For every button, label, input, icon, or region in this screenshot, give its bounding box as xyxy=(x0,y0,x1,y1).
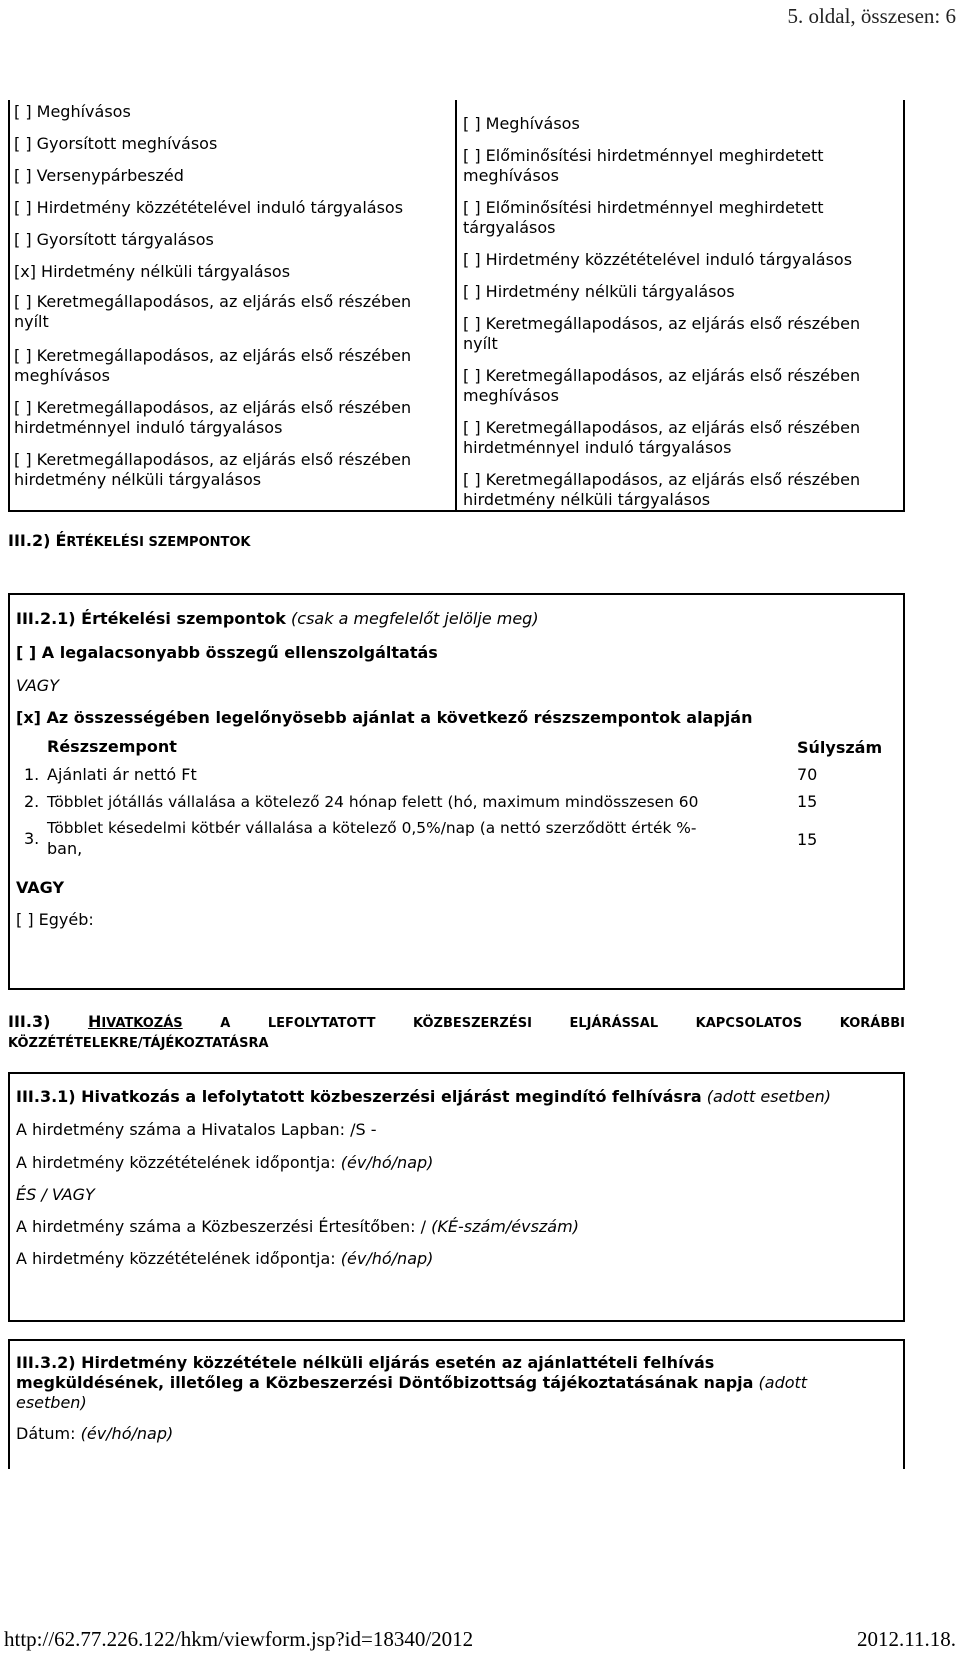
oj-notice-number: A hirdetmény száma a Hivatalos Lapban: /S - xyxy=(16,1120,377,1139)
footer-url[interactable]: http://62.77.226.122/hkm/viewform.jsp?id=18340/2012 xyxy=(4,1627,474,1651)
criterion-text-continued: ban, xyxy=(47,839,83,858)
procedure-option: hirdetménnyel induló tárgyalásos xyxy=(463,438,732,457)
procedure-option: [ ] Előminősítési hirdetménnyel meghirdetett xyxy=(463,198,824,217)
procedure-option: tárgyalásos xyxy=(463,218,556,237)
procedure-option: [ ] Keretmegállapodásos, az eljárás első részében xyxy=(463,314,861,333)
prior-notice-box xyxy=(8,1072,905,1322)
other-option: [ ] Egyéb: xyxy=(16,910,94,929)
invitation-date-heading-line-2: megküldésének, illetőleg a Közbeszerzési Döntőbizottság tájékoztatásának napja (adott xyxy=(16,1373,808,1392)
heading-line-2: KÖZZÉTÉTELEKRE/TÁJÉKOZTATÁSRA xyxy=(8,1036,269,1051)
prior-notice-heading: III.3.1) Hivatkozás a lefolytatott közbeszerzési eljárást megindító felhívásra (adott esetben) xyxy=(16,1087,832,1106)
procedure-option: [ ] Keretmegállapodásos, az eljárás első részében xyxy=(14,346,412,365)
procedure-option: meghívásos xyxy=(14,366,110,385)
heading-word: KORÁBBI xyxy=(839,1016,905,1031)
section-iii2-heading: III.2) ÉRTÉKELÉSI SZEMPONTOK xyxy=(8,531,251,550)
procedure-option: [ ] Keretmegállapodásos, az eljárás első részében xyxy=(14,292,412,311)
heading-word: A xyxy=(220,1016,231,1031)
option-lowest-price: [ ] A legalacsonyabb összegű ellenszolgáltatás xyxy=(16,643,438,662)
procedure-option: nyílt xyxy=(463,334,498,353)
heading-number: III.3) xyxy=(8,1012,51,1031)
criterion-column-header: Részszempont xyxy=(47,737,177,756)
heading-word: HIVATKOZÁS xyxy=(87,1012,183,1031)
and-or-label: ÉS / VAGY xyxy=(16,1185,95,1204)
heading-word: KÖZBESZERZÉSI xyxy=(413,1016,532,1031)
criterion-weight: 15 xyxy=(797,830,818,849)
procedure-option: [ ] Gyorsított meghívásos xyxy=(14,134,218,153)
procedure-option: [ ] Keretmegállapodásos, az eljárás első részében xyxy=(14,450,412,469)
invitation-date-heading-line-3: esetben) xyxy=(16,1393,87,1412)
or-label: VAGY xyxy=(16,878,65,897)
heading-word: LEFOLYTATOTT xyxy=(267,1016,376,1031)
procedure-option: [ ] Hirdetmény közzétételével induló tárgyalásos xyxy=(463,250,853,269)
procedure-option: [ ] Keretmegállapodásos, az eljárás első részében xyxy=(14,398,412,417)
oj-publication-date: A hirdetmény közzétételének időpontja: (év/hó/nap) xyxy=(16,1153,434,1172)
procedure-option: [ ] Meghívásos xyxy=(14,102,131,121)
invitation-date-heading: III.3.2) Hirdetmény közzététele nélküli eljárás esetén az ajánlattételi felhívás xyxy=(16,1353,715,1372)
procedure-option: [ ] Hirdetmény közzétételével induló tárgyalásos xyxy=(14,198,404,217)
ke-notice-number: A hirdetmény száma a Közbeszerzési Értesítőben: / (KÉ-szám/évszám) xyxy=(16,1217,579,1236)
procedure-option: hirdetmény nélküli tárgyalásos xyxy=(14,470,262,489)
criterion-text: Többlet jótállás vállalása a kötelező 24 hónap felett (hó, maximum mindösszesen 60 xyxy=(47,793,699,811)
heading-word: KAPCSOLATOS xyxy=(695,1016,803,1031)
criterion-number: 2. xyxy=(24,792,40,811)
or-label: VAGY xyxy=(16,676,59,695)
procedure-option: meghívásos xyxy=(463,166,559,185)
evaluation-subheading: III.2.1) Értékelési szempontok (csak a megfelelőt jelölje meg) xyxy=(16,609,539,628)
procedure-option: [ ] Hirdetmény nélküli tárgyalásos xyxy=(463,282,735,301)
criterion-text: Ajánlati ár nettó Ft xyxy=(47,765,197,784)
weight-column-header: Súlyszám xyxy=(797,738,883,757)
procedure-option: nyílt xyxy=(14,312,49,331)
page-indicator: 5. oldal, összesen: 6 xyxy=(787,4,956,28)
procedure-option: hirdetmény nélküli tárgyalásos xyxy=(463,490,711,509)
procedure-option: [ ] Keretmegállapodásos, az eljárás első részében xyxy=(463,470,861,489)
ke-publication-date: A hirdetmény közzétételének időpontja: (év/hó/nap) xyxy=(16,1249,434,1268)
criterion-text: Többlet késedelmi kötbér vállalása a kötelező 0,5%/nap (a nettó szerződött érték %- xyxy=(47,819,697,837)
criterion-number: 1. xyxy=(24,765,40,784)
date-field: Dátum: (év/hó/nap) xyxy=(16,1424,174,1443)
procedure-option: [ ] Keretmegállapodásos, az eljárás első részében xyxy=(463,366,861,385)
criterion-number: 3. xyxy=(24,829,40,848)
heading-word: ELJÁRÁSSAL xyxy=(569,1016,659,1031)
footer-date: 2012.11.18. xyxy=(857,1627,956,1651)
procedure-option: meghívásos xyxy=(463,386,559,405)
procedure-option: [x] Hirdetmény nélküli tárgyalásos xyxy=(14,262,291,281)
procedure-option: [ ] Versenypárbeszéd xyxy=(14,166,184,185)
procedure-option: [ ] Keretmegállapodásos, az eljárás első részében xyxy=(463,418,861,437)
procedure-option: [ ] Meghívásos xyxy=(463,114,580,133)
criterion-weight: 15 xyxy=(797,792,818,811)
procedure-option: hirdetménnyel induló tárgyalásos xyxy=(14,418,283,437)
procedure-option: [ ] Előminősítési hirdetménnyel meghirdetett xyxy=(463,146,824,165)
procedure-option: [ ] Gyorsított tárgyalásos xyxy=(14,230,214,249)
option-best-value: [x] Az összességében legelőnyösebb ajánlat a következő részszempontok alapján xyxy=(16,708,753,727)
criterion-weight: 70 xyxy=(797,765,818,784)
